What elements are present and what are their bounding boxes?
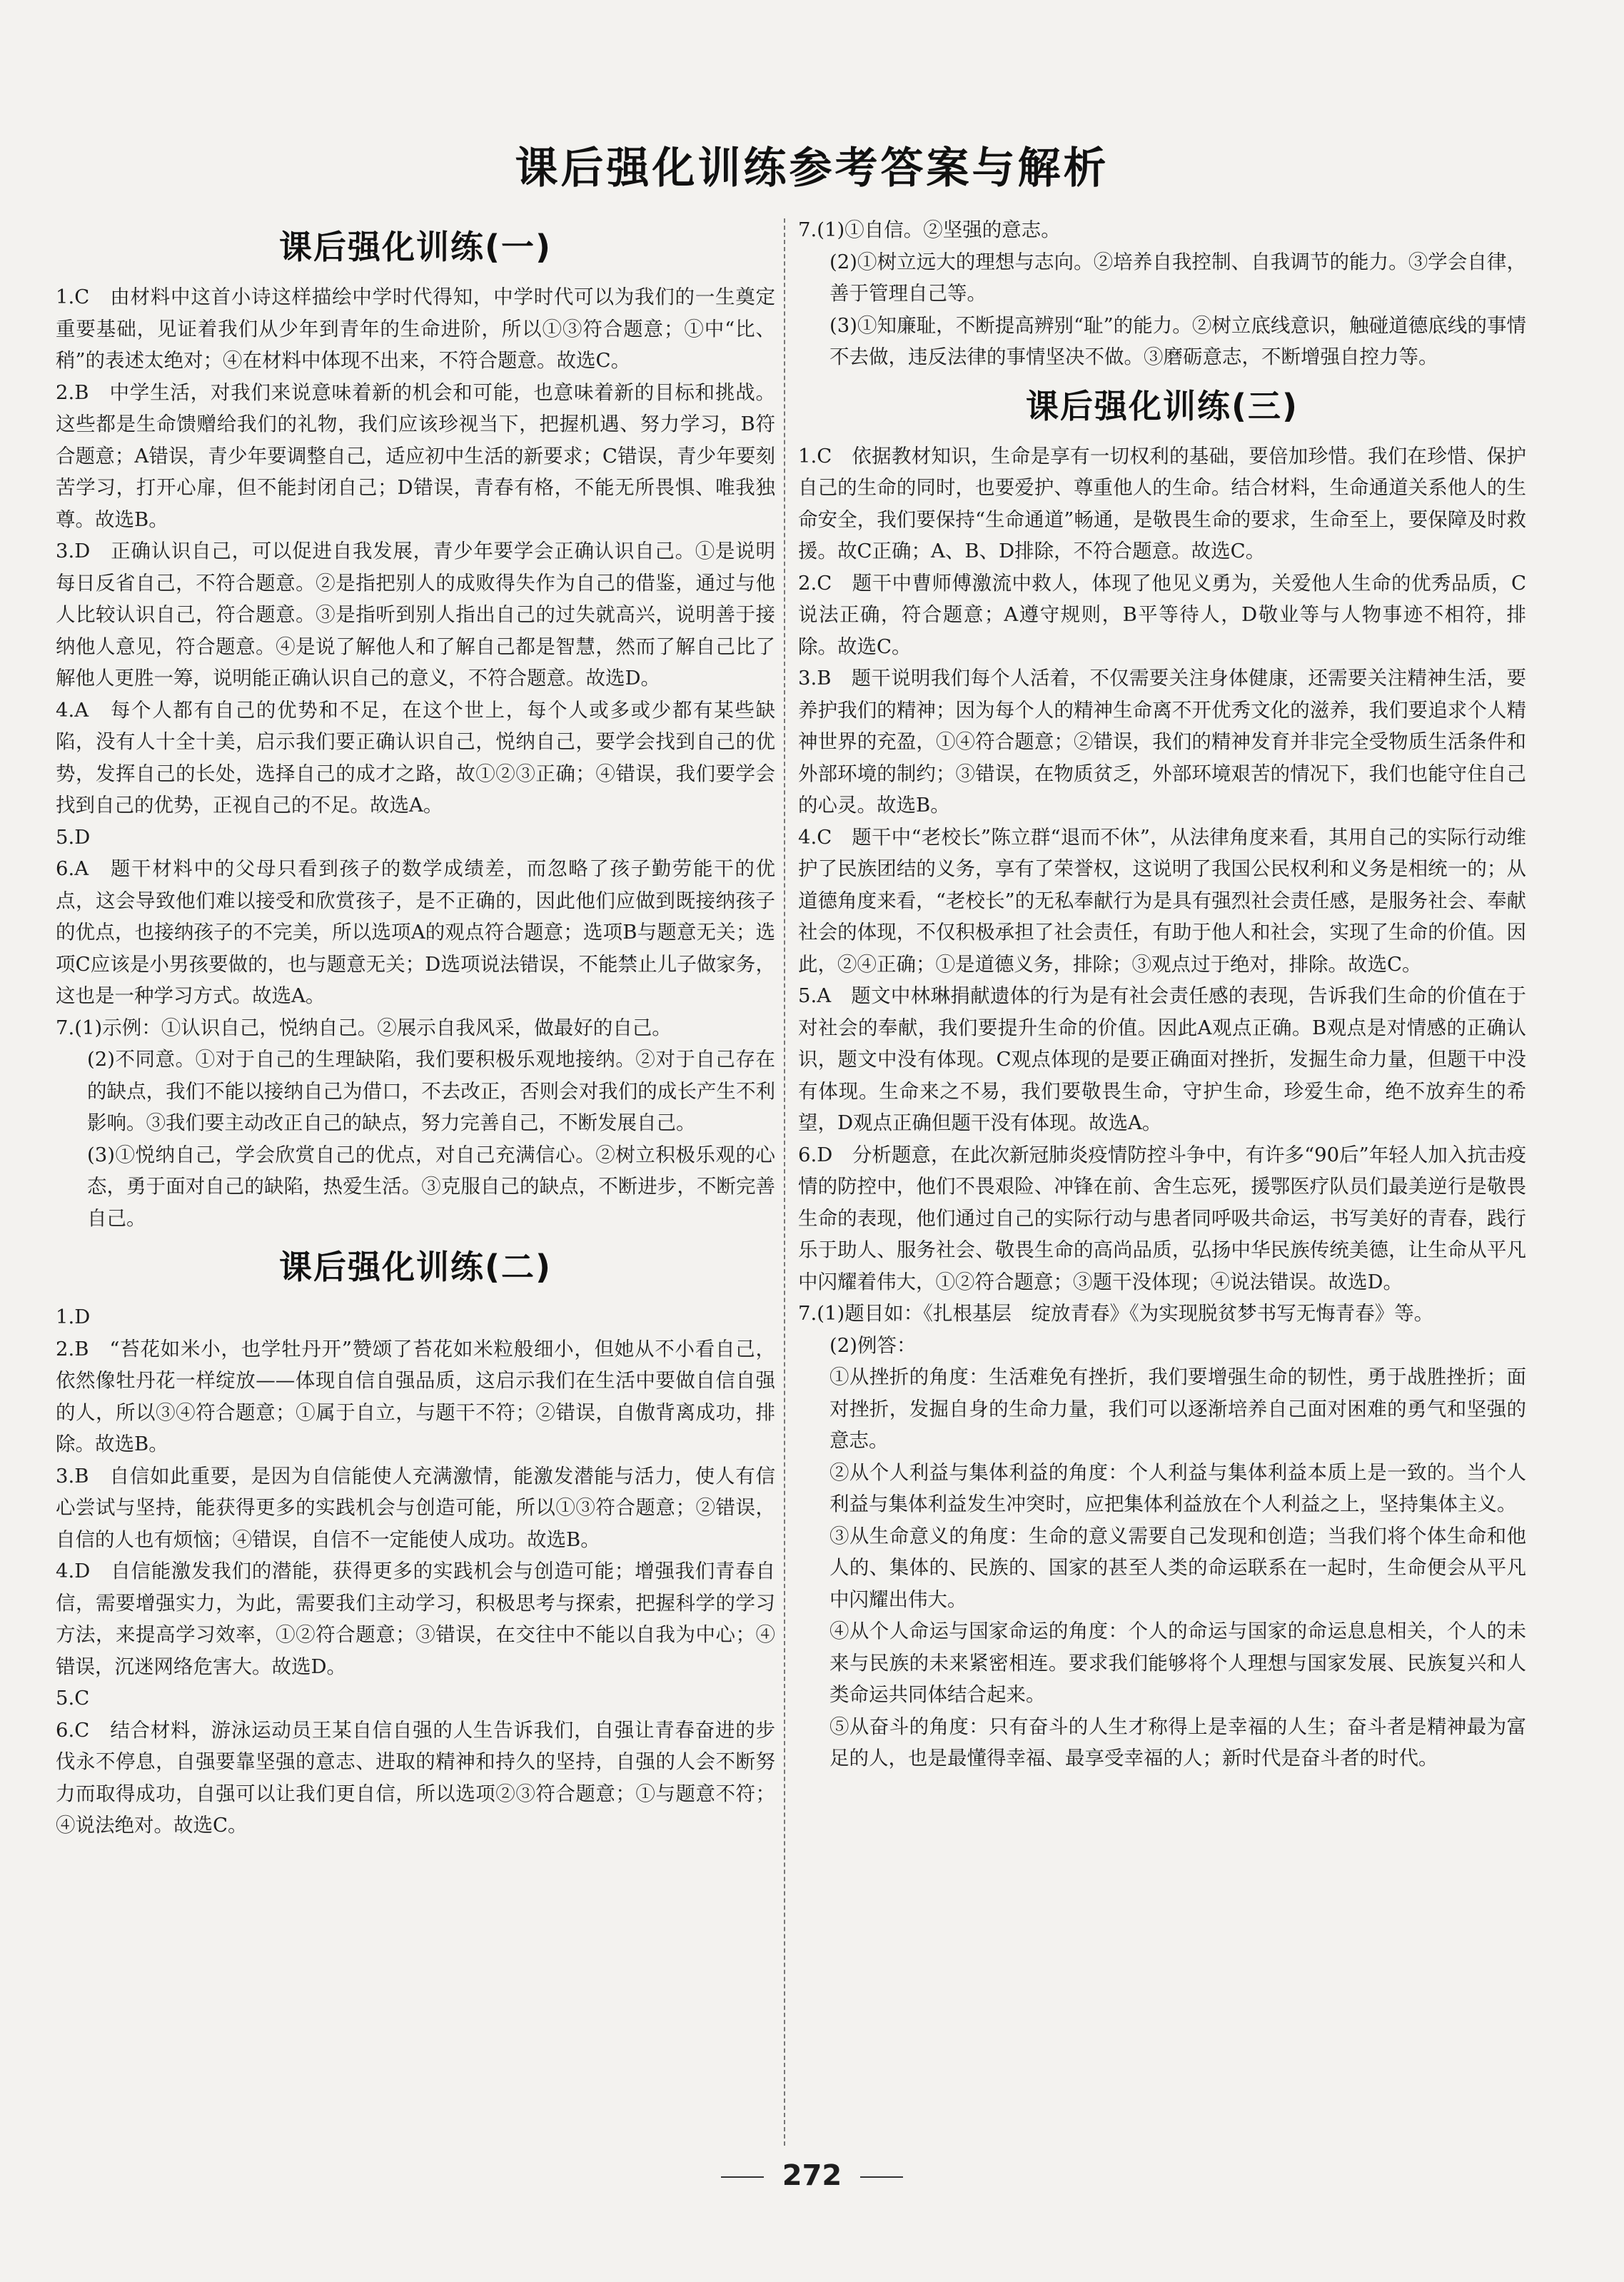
answer-item: [56, 695, 775, 822]
page-title: 课后强化训练参考答案与解析: [515, 143, 1109, 193]
answer-item: [56, 1301, 775, 1333]
answer-item: [56, 1555, 775, 1682]
answer-text: 7.(1)示例：①认识自己，悦纳自己。②展示自我风采，做最好的自己。: [56, 1016, 672, 1039]
answer-item: [798, 822, 1526, 981]
answer-item: [56, 822, 775, 854]
answer-item: [56, 1460, 775, 1556]
answer-subpart: ①从挫折的角度：生活难免有挫折，我们要增强生命的韧性，勇于战胜挫折；面对挫折，发掘自身的生命力量，我们可以逐渐培养自己面对困难的勇气和坚强的意志。: [829, 1365, 1526, 1452]
answer-text: 5.C: [56, 1687, 90, 1710]
answer-text: 1.C 依据教材知识，生命是享有一切权利的基础，要倍加珍惜。我们在珍惜、保护自己的生命的同时，也要爱护、尊重他人的生命。结合材料，生命通道关系他人的生命安全，我们要保持“生命通道”畅通，是敬畏生命的要求，生命至上，要保障及时救援。故C正确；A、B、D排除，不符合题意。故选C。: [798, 444, 1526, 562]
page-number: [0, 2159, 1624, 2192]
answer-item: [56, 1333, 775, 1460]
answer-item: [798, 662, 1526, 822]
left-column: [56, 214, 775, 1842]
page-number-dash-left: [721, 2176, 764, 2178]
answer-text: 6.D 分析题意，在此次新冠肺炎疫情防控斗争中，有许多“90后”年轻人加入抗击疫情的防控中，他们不畏艰险、冲锋在前、舍生忘死，援鄂医疗队员们最美逆行是敬畏生命的表现，他们通过自己的实际行动与患者同呼吸共命运，书写美好的青春，践行乐于助人、服务社会、敬畏生命的高尚品质，弘扬中华民族传统美德，让生命从平凡中闪耀着伟大，①②符合题意；③题干没体现；④说法错误。故选D。: [798, 1143, 1526, 1293]
answer-subpart: (2)例答：: [829, 1333, 917, 1357]
answer-text: 2.B “苔花如米小，也学牡丹开”赞颂了苔花如米粒般细小，但她从不小看自己，依然像牡丹花一样绽放——体现自信自强品质，这启示我们在生活中要做自信自强的人，所以③④符合题意；①属于自立，与题干不符；②错误，自傲背离成功，排除。故选B。: [56, 1337, 775, 1455]
section-title: 课后强化训练(三): [1025, 386, 1299, 425]
answer-item: [798, 214, 1526, 373]
answer-subpart: (3)①知廉耻，不断提高辨别“耻”的能力。②树立底线意识，触碰道德底线的事情不去做，违反法律的事情坚决不做。③磨砺意志，不断增强自控力等。: [829, 313, 1526, 368]
answer-text: 6.A 题干材料中的父母只看到孩子的数学成绩差，而忽略了孩子勤劳能干的优点，这会导致他们难以接受和欣赏孩子，是不正确的，因此他们应做到既接纳孩子的优点，也接纳孩子的不完美，所以选项A的观点符合题意；选项B与题意无关；选项C应该是小男孩要做的，也与题意无关；D选项说法错误，不能禁止儿子做家务，这也是一种学习方式。故选A。: [56, 857, 775, 1007]
answer-text: 4.D 自信能激发我们的潜能，获得更多的实践机会与创造可能；增强我们青春自信，需要增强实力，为此，需要我们主动学习，积极思考与探索，把握科学的学习方法，来提高学习效率，①②符合题意；③错误，在交往中不能以自我为中心；④错误，沉迷网络危害大。故选D。: [56, 1560, 775, 1678]
section-title: 课后强化训练(一): [278, 228, 553, 266]
answer-item: [56, 1682, 775, 1715]
answer-item: [56, 281, 775, 377]
answer-subpart: ④从个人命运与国家命运的角度：个人的命运与国家的命运息息相关，个人的未来与民族的未来紧密相连。要求我们能够将个人理想与国家发展、民族复兴和人类命运共同体结合起来。: [829, 1620, 1526, 1706]
answer-item: [56, 1012, 775, 1235]
answer-text: 2.B 中学生活，对我们来说意味着新的机会和可能，也意味着新的目标和挑战。这些都是生命馈赠给我们的礼物，我们应该珍视当下，把握机遇、努力学习，B符合题意；A错误，青少年要调整自己，适应初中生活的新要求；C错误，青少年要刻苦学习，打开心扉，但不能封闭自己；D错误，青春有格，不能无所畏惧、唯我独尊。故选B。: [56, 380, 775, 531]
answer-item: [798, 440, 1526, 567]
right-column: [798, 214, 1526, 1774]
answer-item: [798, 567, 1526, 663]
section-title: 课后强化训练(二): [278, 1248, 553, 1286]
answer-text: 3.D 正确认识自己，可以促进自我发展，青少年要学会正确认识自己。①是说明每日反省自己，不符合题意。②是指把别人的成败得失作为自己的借鉴，通过与他人比较认识自己，符合题意。③是指听到别人指出自己的过失就高兴，说明善于接纳他人意见，符合题意。④是说了解他人和了解自己都是智慧，然而了解自己比了解他人更胜一筹，说明能正确认识自己的意义，不符合题意。故选D。: [56, 540, 775, 690]
answer-item: [56, 853, 775, 1012]
page-number-dash-right: [860, 2176, 903, 2178]
answer-subpart: (2)①树立远大的理想与志向。②培养自我控制、自我调节的能力。③学会自律，善于管理自己等。: [829, 250, 1526, 305]
answer-text: 2.C 题干中曹师傅激流中救人，体现了他见义勇为，关爱他人生命的优秀品质，C说法正确，符合题意；A遵守规则，B平等待人，D敬业等与人物事迹不相符，排除。故选C。: [798, 571, 1526, 658]
answer-item: [798, 1298, 1526, 1774]
answer-text: 5.A 题文中林琳捐献遗体的行为是有社会责任感的表现，告诉我们生命的价值在于对社会的奉献，我们要提升生命的价值。因此A观点正确。B观点是对情感的正确认识，题文中没有体现。C观点体现的是要正确面对挫折，发掘生命力量，但题干中没有体现。生命来之不易，我们要敬畏生命，守护生命，珍爱生命，绝不放弃生的希望，D观点正确但题干没有体现。故选A。: [798, 984, 1526, 1134]
answer-subpart: ⑤从奋斗的角度：只有奋斗的人生才称得上是幸福的人生；奋斗者是精神最为富足的人，也是最懂得幸福、最享受幸福的人；新时代是奋斗者的时代。: [829, 1715, 1526, 1769]
answer-item: [56, 377, 775, 536]
answer-text: 1.D: [56, 1306, 91, 1328]
answer-text: 7.(1)①自信。②坚强的意志。: [798, 218, 1061, 241]
answer-text: 3.B 题干说明我们每个人活着，不仅需要关注身体健康，还需要关注精神生活，要养护我们的精神；因为每个人的精神生命离不开优秀文化的滋养，我们要追求个人精神世界的充盈，①④符合题意；②错误，我们的精神发育并非完全受物质生活条件和外部环境的制约；③错误，在物质贫乏，外部环境艰苦的情况下，我们也能守住自己的心灵。故选B。: [798, 667, 1526, 817]
answer-text: 1.C 由材料中这首小诗这样描绘中学时代得知，中学时代可以为我们的一生奠定重要基础，见证着我们从少年到青年的生命进阶，所以①③符合题意；①中“比、稍”的表述太绝对；④在材料中体现不出来，不符合题意。故选C。: [56, 286, 775, 372]
answer-subpart: ③从生命意义的角度：生命的意义需要自己发现和创造；当我们将个体生命和他人的、集体的、民族的、国家的甚至人类的命运联系在一起时，生命便会从平凡中闪耀出伟大。: [829, 1524, 1526, 1611]
answer-text: 6.C 结合材料，游泳运动员王某自信自强的人生告诉我们，自强让青春奋进的步伐永不停息，自强要靠坚强的意志、进取的精神和持久的坚持，自强的人会不断努力而取得成功，自强可以让我们更自信，所以选项②③符合题意；①与题意不符；④说法绝对。故选C。: [56, 1718, 775, 1837]
answer-text: 7.(1)题目如：《扎根基层 绽放青春》《为实现脱贫梦书写无悔青春》等。: [798, 1302, 1434, 1325]
answer-text: 5.D: [56, 825, 91, 849]
answer-item: [56, 535, 775, 695]
answer-subpart: (3)①悦纳自己，学会欣赏自己的优点，对自己充满信心。②树立积极乐观的心态，勇于面对自己的缺陷，热爱生活。③克服自己的缺点，不断进步，不断完善自己。: [87, 1143, 775, 1230]
answer-item: [798, 1139, 1526, 1298]
answer-item: [56, 1715, 775, 1842]
answer-text: 3.B 自信如此重要，是因为自信能使人充满激情，能激发潜能与活力，使人有信心尝试与坚持，能获得更多的实践机会与创造可能，所以①③符合题意；②错误，自信的人也有烦恼；④错误，自信不一定能使人成功。故选B。: [56, 1464, 775, 1551]
answer-subpart: (2)不同意。①对于自己的生理缺陷，我们要积极乐观地接纳。②对于自己存在的缺点，我们不能以接纳自己为借口，不去改正，否则会对我们的成长产生不利影响。③我们要主动改正自己的缺点，努力完善自己，不断发展自己。: [87, 1048, 775, 1134]
answer-item: [798, 980, 1526, 1139]
page-number-text: 272: [782, 2159, 842, 2192]
answer-subpart: ②从个人利益与集体利益的角度：个人利益与集体利益本质上是一致的。当个人利益与集体利益发生冲突时，应把集体利益放在个人利益之上，坚持集体主义。: [829, 1460, 1526, 1515]
answer-text: 4.A 每个人都有自己的优势和不足，在这个世上，每个人或多或少都有某些缺陷，没有人十全十美，启示我们要正确认识自己，悦纳自己，要学会找到自己的优势，发挥自己的长处，选择自己的成才之路，故①②③正确；④错误，我们要学会找到自己的优势，正视自己的不足。故选A。: [56, 698, 775, 817]
column-divider: [784, 218, 785, 2146]
answer-text: 4.C 题干中“老校长”陈立群“退而不休”，从法律角度来看，其用自己的实际行动维护了民族团结的义务，享有了荣誉权，这说明了我国公民权利和义务是相统一的；从道德角度来看，“老校长”的无私奉献行为是具有强烈社会责任感，是服务社会、奉献社会的体现，不仅积极承担了社会责任，有助于他人和社会，实现了生命的价值。因此，②④正确；①是道德义务，排除；③观点过于绝对，排除。故选C。: [798, 825, 1526, 976]
